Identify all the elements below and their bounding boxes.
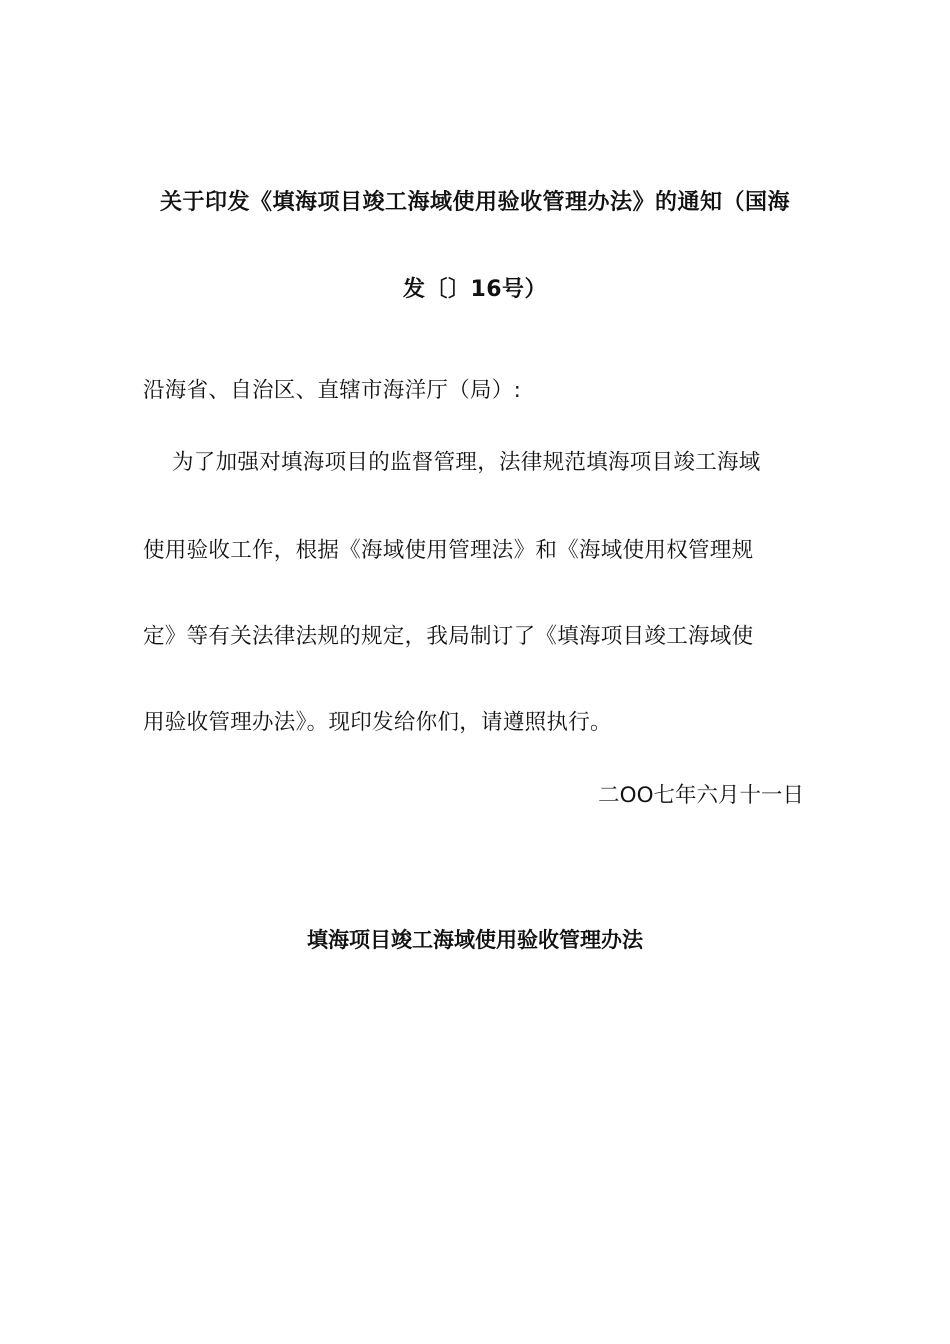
body-line-3: 定》等有关法律法规的规定，我局制订了《填海项目竣工海域使 [143,624,754,649]
notice-title-line-2: 发〔〕16号） [402,277,548,302]
body-line-1: 为了加强对填海项目的监督管理，法律规范填海项目竣工海域 [172,450,761,475]
notice-title-line-1: 关于印发《填海项目竣工海域使用验收管理办法》的通知（国海 [159,190,790,215]
issue-date: 二OO七年六月十一日 [598,783,804,808]
addressee: 沿海省、自治区、直辖市海洋厅（局）: [143,378,522,403]
body-line-4: 用验收管理办法》。现印发给你们，请遵照执行。 [143,710,612,735]
body-line-2: 使用验收工作，根据《海域使用管理法》和《海域使用权管理规 [143,538,754,563]
attachment-title: 填海项目竣工海域使用验收管理办法 [307,928,643,952]
